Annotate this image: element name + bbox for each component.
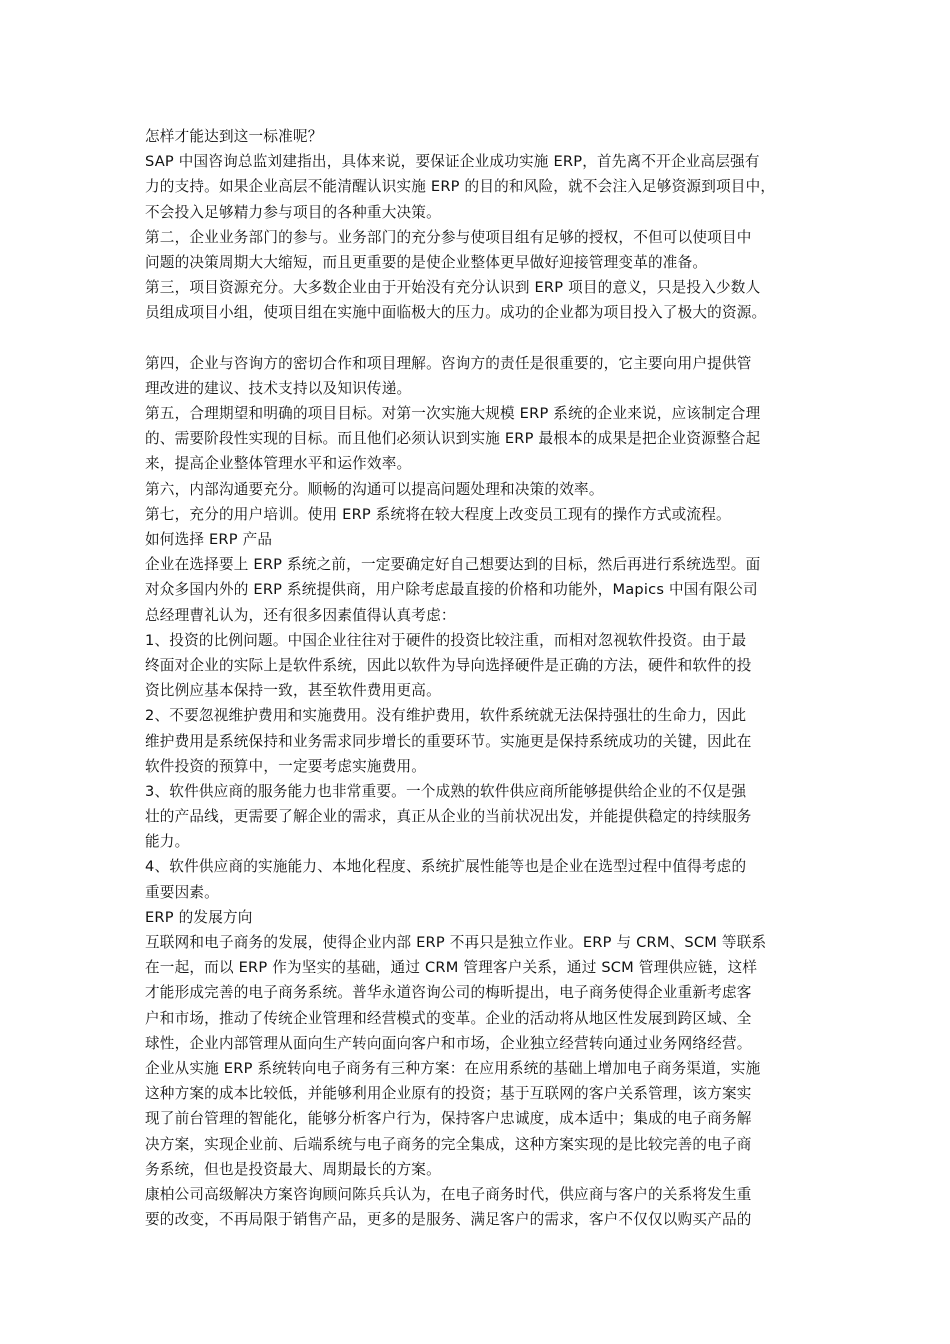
text-line: 3、软件供应商的服务能力也非常重要。一个成熟的软件供应商所能够提供给企业的不仅是强: [145, 782, 747, 800]
document-body: [145, 124, 807, 1232]
section-heading: ERP 的发展方向: [145, 908, 253, 926]
text-line: 维护费用是系统保持和业务需求同步增长的重要环节。实施更是保持系统成功的关键，因此在: [145, 732, 752, 750]
text-line: 企业从实施 ERP 系统转向电子商务有三种方案：在应用系统的基础上增加电子商务渠道，实施: [145, 1059, 761, 1077]
text-line: 球性，企业内部管理从面向生产转向面向客户和市场，企业独立经营转向通过业务网络经营。: [145, 1034, 752, 1052]
text-line: 第五，合理期望和明确的项目目标。对第一次实施大规模 ERP 系统的企业来说，应该制定合理: [145, 405, 761, 423]
section-heading: 如何选择 ERP 产品: [145, 531, 273, 548]
text-line: 理改进的建议、技术支持以及知识传递。: [145, 379, 412, 397]
text-line: 要的改变，不再局限于销售产品，更多的是服务、满足客户的需求，客户不仅仅以购买产品的: [145, 1211, 752, 1229]
text-line: 怎样才能达到这一标准呢？: [145, 128, 323, 145]
text-line: 互联网和电子商务的发展，使得企业内部 ERP 不再只是独立作业。ERP 与 CRM、SCM 等联系: [145, 934, 767, 951]
text-line: 的、需要阶段性实现的目标。而且他们必须认识到实施 ERP 最根本的成果是把企业资源整合起: [145, 430, 761, 448]
text-line: 不会投入足够精力参与项目的各种重大决策。: [145, 203, 441, 221]
blank-line: [145, 326, 807, 351]
text-line: 力的支持。如果企业高层不能清醒认识实施 ERP 的目的和风险，就不会注入足够资源到项目中，: [145, 178, 776, 196]
text-line: 问题的决策周期大大缩短，而且更重要的是使企业整体更早做好迎接管理变革的准备。: [145, 253, 708, 271]
text-line: 来，提高企业整体管理水平和运作效率。: [145, 455, 412, 473]
text-line: 1、投资的比例问题。中国企业往往对于硬件的投资比较注重，而相对忽视软件投资。由于最: [145, 631, 747, 649]
text-line: 第六，内部沟通要充分。顺畅的沟通可以提高问题处理和决策的效率。: [145, 480, 604, 498]
text-line: 软件投资的预算中，一定要考虑实施费用。: [145, 757, 427, 775]
text-line: 2、不要忽视维护费用和实施费用。没有维护费用，软件系统就无法保持强壮的生命力，因此: [145, 707, 747, 725]
text-line: 企业在选择要上 ERP 系统之前，一定要确定好自己想要达到的目标，然后再进行系统选型。面: [145, 556, 761, 574]
text-line: 员组成项目小组，使项目组在实施中面临极大的压力。成功的企业都为项目投入了极大的资源。: [145, 304, 767, 322]
text-line: SAP 中国咨询总监刘建指出，具体来说，要保证企业成功实施 ERP，首先离不开企业高层强有: [145, 153, 760, 171]
text-line: 第七，充分的用户培训。使用 ERP 系统将在较大程度上改变员工现有的操作方式或流程。: [145, 505, 731, 523]
text-line: 康柏公司高级解决方案咨询顾问陈兵兵认为，在电子商务时代，供应商与客户的关系将发生重: [145, 1185, 752, 1203]
text-line: 资比例应基本保持一致，甚至软件费用更高。: [145, 682, 441, 700]
text-line: 壮的产品线，更需要了解企业的需求，真正从企业的当前状况出发，并能提供稳定的持续服务: [145, 808, 752, 826]
text-line: 第二，企业业务部门的参与。业务部门的充分参与使项目组有足够的授权，不但可以使项目中: [145, 228, 752, 246]
text-line: 4、软件供应商的实施能力、本地化程度、系统扩展性能等也是企业在选型过程中值得考虑的: [145, 858, 747, 876]
text-line: 第三，项目资源充分。大多数企业由于开始没有充分认识到 ERP 项目的意义，只是投入少数人: [145, 279, 761, 297]
text-line: 能力。: [145, 833, 190, 851]
text-line: 决方案，实现企业前、后端系统与电子商务的完全集成，这种方案实现的是比较完善的电子商: [145, 1135, 752, 1153]
text-line: 在一起，而以 ERP 作为坚实的基础，通过 CRM 管理客户关系，通过 SCM 管理供应链，这样: [145, 959, 758, 977]
text-line: 户和市场，推动了传统企业管理和经营模式的变革。企业的活动将从地区性发展到跨区域、全: [145, 1009, 752, 1027]
text-line: 务系统，但也是投资最大、周期最长的方案。: [145, 1160, 441, 1178]
text-line: 这种方案的成本比较低，并能够利用企业原有的投资；基于互联网的客户关系管理，该方案实: [145, 1085, 752, 1103]
text-line: 终面对企业的实际上是软件系统，因此以软件为导向选择硬件是正确的方法，硬件和软件的投: [145, 656, 752, 674]
text-line: 现了前台管理的智能化，能够分析客户行为，保持客户忠诚度，成本适中；集成的电子商务解: [145, 1110, 752, 1128]
text-line: 重要因素。: [145, 883, 219, 901]
text-line: 才能形成完善的电子商务系统。普华永道咨询公司的梅昕提出，电子商务使得企业重新考虑客: [145, 984, 752, 1002]
text-line: 总经理曹礼认为，还有很多因素值得认真考虑：: [145, 606, 456, 624]
text-line: 第四，企业与咨询方的密切合作和项目理解。咨询方的责任是很重要的，它主要向用户提供管: [145, 354, 752, 372]
text-line: 对众多国内外的 ERP 系统提供商，用户除考虑最直接的价格和功能外，Mapics 中国有限公司: [145, 581, 758, 599]
